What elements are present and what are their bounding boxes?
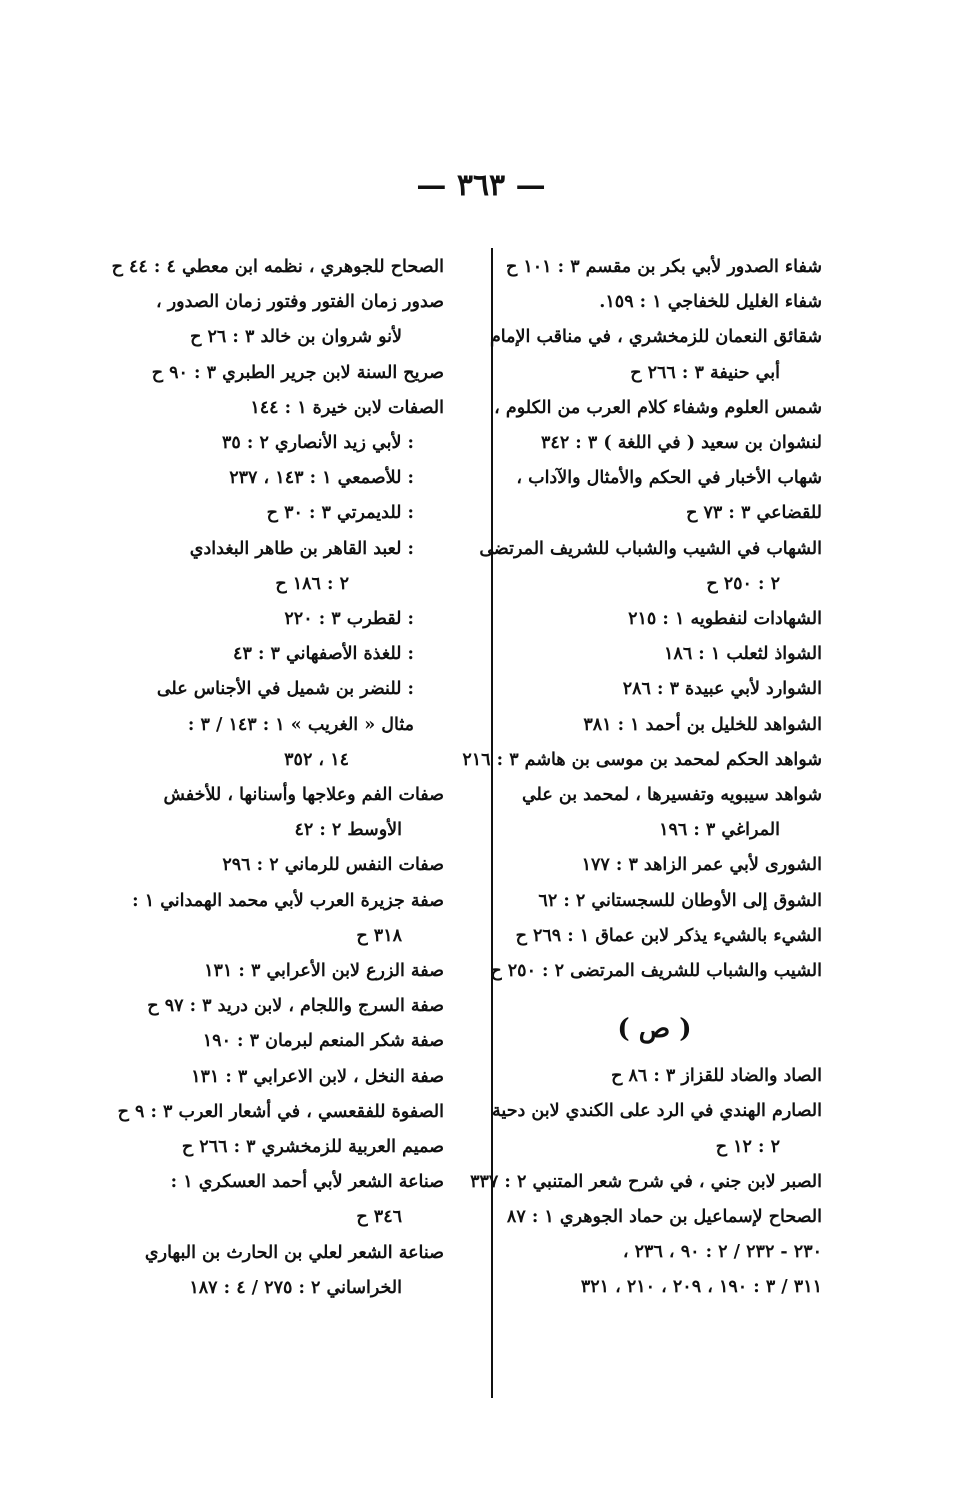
index-entry-continuation: ٣١٨ ح [356, 925, 402, 946]
index-entry-continuation: ١٤ ، ٣٥٢ [284, 749, 349, 770]
index-entry: الصحاح للجوهري ، نظمه ابن معطي ٤ : ٤٤ ح [111, 257, 444, 277]
index-subentry: : للنضر بن شميل في الأجناس على [156, 679, 414, 700]
index-entry-continuation: ٣١١ / ٣ : ١٩٠ ، ٢٠٩ ، ٢١٠ ، ٣٢١ [580, 1277, 822, 1298]
right-column [462, 250, 822, 1306]
right-entries-before [462, 250, 822, 989]
index-entry: شمس العلوم وشفاء كلام العرب من الكلوم ، [494, 397, 822, 418]
index-entry: الصارم الهندي في الرد على الكندي لابن دحية [492, 1101, 822, 1122]
index-entry: الشهاب في الشيب والشباب للشريف المرتضى [479, 538, 822, 559]
index-entry-continuation: مثال « الغريب » ١ : ١٤٣ / ٣ : [187, 714, 414, 735]
index-entry-continuation: الخراساني ٢ : ٢٧٥ / ٤ : ١٨٧ [189, 1277, 402, 1298]
index-entry: صناعة الشعر لأبي أحمد العسكري ١ : [170, 1172, 444, 1193]
index-entry: الصفات لابن خيرة ١ : ١٤٤ [250, 397, 444, 418]
index-entry: صفة شكر المنعم لبرمان ٣ : ١٩٠ [202, 1031, 444, 1052]
index-entry: صفة النخل ، لابن الاعرابي ٣ : ١٣١ [191, 1066, 444, 1087]
index-entry: الصاد والضاد للقزاز ٣ : ٨٦ ح [611, 1066, 822, 1087]
right-entries-after [470, 1059, 822, 1305]
index-entry: صفة السرج واللجام ، لابن دريد ٣ : ٩٧ ح [147, 996, 444, 1017]
index-subentry: : لأبي زيد الأنصاري ٢ : ٣٥ [221, 433, 414, 454]
index-entry: شفاء الغليل للخفاجي ١ : ١٥٩. [599, 292, 822, 313]
index-entry: صفة الزرع لابن الأعرابي ٣ : ١٣١ [204, 961, 444, 982]
index-subentry: : للديمرتي ٣ : ٣٠ ح [266, 503, 414, 524]
index-subentry: : لعبد القاهر بن طاهر البغدادي [189, 538, 414, 559]
index-entry-continuation: ٢٣٠ - ٢٣٢ / ٢ : ٩٠ ، ٢٣٦ ، [622, 1242, 822, 1263]
index-entry-continuation: ٢ : ١٢ ح [715, 1136, 780, 1157]
index-entry: الشورى لأبي عمر الزاهد ٣ : ١٧٧ [581, 855, 822, 876]
left-column [111, 250, 444, 1306]
index-entry: شفاء الصدور لأبي بكر بن مقسم ٣ : ١٠١ ح [505, 257, 822, 277]
index-entry: للقضاعي ٣ : ٧٣ ح [686, 503, 822, 524]
index-entry-continuation: الأوسط ٢ : ٤٢ [294, 820, 402, 841]
index-entry-continuation: لأنو شروان بن خالد ٣ : ٢٦ ح [190, 327, 402, 348]
index-entry: صناعة الشعر لعلي بن الحارث بن البهاري [144, 1242, 444, 1263]
index-entry: الشهادات لنفطويه ١ : ٢١٥ [628, 609, 822, 630]
index-entry: الشيب والشباب للشريف المرتضى ٢ : ٢٥٠ ح [490, 961, 822, 982]
index-entry: الصفوة للفقعسي ، في أشعار العرب ٣ : ٩ ح [117, 1101, 444, 1122]
index-entry-continuation: أبي حنيفة ٣ : ٢٦٦ ح [630, 362, 780, 383]
index-entry-continuation: ٣٤٦ ح [356, 1207, 402, 1228]
index-entry: الصبر لابن جني ، في شرح شعر المتنبي ٢ : ٣٣٧ [470, 1171, 822, 1192]
index-entry: الشيء بالشيء يذكر لابن عماق ١ : ٢٦٩ ح [515, 925, 822, 946]
index-entry: الشواذ لثعلب ١ : ١٨٦ [664, 644, 822, 665]
index-entry: صفات النفس للرماني ٢ : ٢٩٦ [222, 855, 444, 876]
index-entry-continuation: ٢ : ١٨٦ ح [275, 573, 349, 594]
index-entry: صفات الفم وعلاجها وأسنانها ، للأخفش [163, 785, 444, 806]
page-number: — ٣٦٣ — [416, 168, 546, 203]
index-subentry: : للغذة الأصفهاني ٣ : ٤٣ [233, 644, 414, 665]
index-subentry: : للأصمعي ١ : ١٤٣ ، ٢٣٧ [229, 468, 414, 489]
index-entry: شهاب الأخبار في الحكم والأمثال والآداب ، [516, 468, 822, 489]
index-entry: الشوق إلى الأوطان للسجستاني ٢ : ٦٢ [538, 890, 822, 911]
index-entry: لنشوان بن سعيد ( في اللغة ) ٣ : ٣٤٢ [541, 433, 822, 454]
index-entry: صدور زمان الفتور وفتور زمان الصدور ، [155, 292, 444, 313]
index-entry: صميم العربية للزمخشري ٣ : ٢٦٦ ح [181, 1137, 444, 1158]
letter-section-heading: ( ص ) [617, 1014, 692, 1045]
index-entry: الشواهد للخليل بن أحمد ١ : ٣٨١ [583, 714, 822, 735]
index-entry: الشوارد لأبي عبيدة ٣ : ٢٨٦ [622, 679, 822, 700]
index-entry-continuation: المراغي ٣ : ١٩٦ [659, 820, 780, 841]
index-entry: صريح السنة لابن جرير الطبري ٣ : ٩٠ ح [151, 362, 444, 383]
index-entry: شواهد الحكم لمحمد بن موسى بن هاشم ٣ : ٢١٦ [462, 749, 822, 770]
index-entry: صفة جزيرة العرب لأبي محمد الهمداني ١ : [132, 890, 444, 911]
index-entry: شواهد سيبويه وتفسيرها ، لمحمد بن علي [521, 785, 822, 806]
index-entry-continuation: ٢ : ٢٥٠ ح [706, 573, 780, 594]
index-subentry: : لقطرب ٣ : ٢٢٠ [284, 609, 414, 630]
index-entry: شقائق النعمان للزمخشري ، في مناقب الإمام [489, 327, 822, 348]
index-entry: الصحاح لإسماعيل بن حماد الجوهري ١ : ٨٧ [506, 1207, 822, 1228]
